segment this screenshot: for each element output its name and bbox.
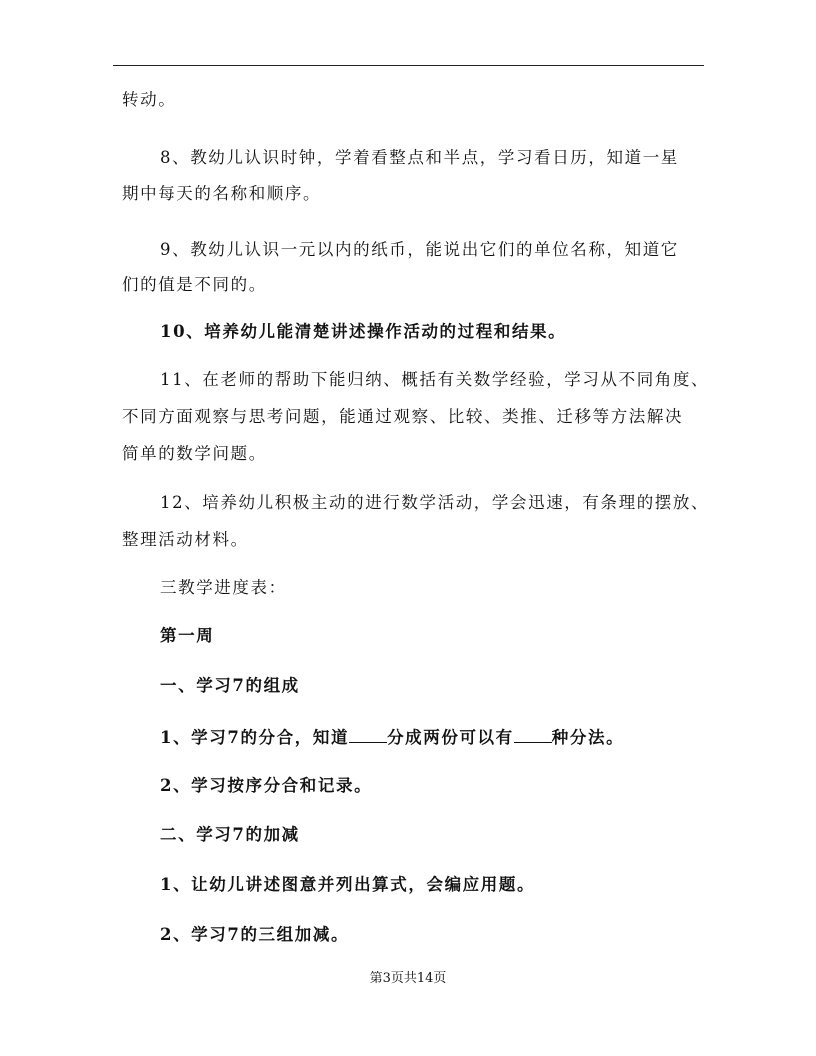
fill-line-part2: 分成两份可以有 [387, 728, 514, 747]
paragraph-line: 9、教幼儿认识一元以内的纸币，能说出它们的单位名称，知道它 [160, 240, 679, 259]
fill-line-part3: 种分法。 [551, 728, 625, 747]
paragraph-line: 简单的数学问题。 [122, 444, 267, 463]
section-heading: 三教学进度表： [160, 578, 287, 597]
fill-in-line [160, 728, 624, 747]
paragraph-line: 不同方面观察与思考问题，能通过观察、比较、类推、迁移等方法解决 [122, 407, 684, 426]
week-heading: 第一周 [160, 626, 215, 645]
topic-heading: 二、学习7的加减 [160, 825, 300, 844]
paragraph-line: 转动。 [122, 90, 177, 109]
paragraph-line: 2、学习7的三组加减。 [160, 925, 350, 944]
blank-underline [349, 728, 387, 743]
paragraph-line: 们的值是不同的。 [122, 275, 267, 294]
paragraph-line: 8、教幼儿认识时钟，学着看整点和半点，学习看日历，知道一星 [160, 148, 679, 167]
paragraph-line: 10、培养幼儿能清楚讲述操作活动的过程和结果。 [160, 322, 567, 341]
fill-line-part1: 1、学习7的分合，知道 [160, 728, 350, 747]
blank-underline [514, 728, 552, 743]
paragraph-line: 11、在老师的帮助下能归纳、概括有关数学经验，学习从不同角度、 [160, 370, 710, 389]
topic-heading: 一、学习7的组成 [160, 676, 300, 695]
paragraph-line: 12、培养幼儿积极主动的进行数学活动，学会迅速，有条理的摆放、 [160, 493, 710, 512]
header-rule [113, 65, 704, 66]
paragraph-line: 期中每天的名称和顺序。 [122, 184, 322, 203]
page-number: 第3页共14页 [369, 971, 447, 986]
paragraph-line: 2、学习按序分合和记录。 [160, 776, 373, 795]
paragraph-line: 1、让幼儿讲述图意并列出算式，会编应用题。 [160, 875, 536, 894]
paragraph-line: 整理活动材料。 [122, 530, 249, 549]
